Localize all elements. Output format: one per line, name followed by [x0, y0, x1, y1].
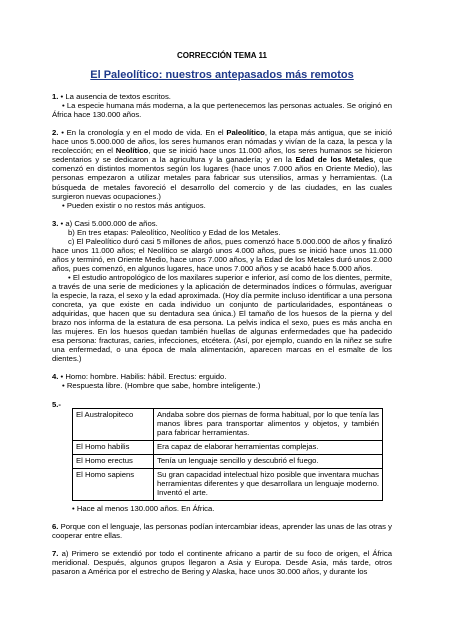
answer-number: 3. [52, 218, 59, 228]
answer-number: 1. [52, 92, 59, 102]
answer-4 [52, 372, 392, 381]
table-row [73, 440, 383, 454]
answer-1-bullet: • La especie humana más moderna, a la que pertenecemos las personas actuales. Se originó en África hace 130.000 años. [52, 101, 392, 120]
document-pretitle: CORRECCIÓN TEMA 11 [177, 51, 267, 60]
answer-number: 4. [52, 372, 59, 382]
table-cell-desc: Era capaz de elaborar herramientas complejas. [154, 440, 383, 454]
answer-1 [52, 92, 392, 101]
document-title: El Paleolítico: nuestros antepasados más remotos [90, 69, 354, 82]
answer-3-b: b) En tres etapas: Paleolítico, Neolítico y Edad de los Metales. [68, 227, 281, 237]
answer-3 [52, 219, 392, 228]
term-paleolitico: Paleolítico [226, 128, 265, 138]
table-cell-desc: Su gran capacidad intelectual hizo posible que inventara muchas herramientas diferentes y que desarrollara un lenguaje moderno. Inventó el arte. [154, 468, 383, 500]
answer-text: • a) Casi 5.000.000 de años. [58, 218, 158, 228]
answer-2-bullet: • Pueden existir o no restos más antiguos. [62, 200, 206, 210]
term-edad-metales: Edad de los Metales [295, 155, 374, 165]
answer-2 [52, 128, 392, 200]
answer-text: • En la cronología y en el modo de vida. En el [58, 128, 227, 138]
answer-text: • La ausencia de textos escritos. [58, 92, 171, 102]
answer-text: • Homo: hombre. Habilis: hábil. Erectus: erguido. [58, 372, 227, 382]
table-row [73, 408, 383, 440]
answer-3-d: • El estudio antropológico de los maxilares superior e inferior, así como de los dientes, permite, a través de una serie de mediciones y la aplicación de determinados índices o fórmulas, averiguar la especie, la raza, el sexo y la edad aproximada. (Hoy día permite incluso identificar a una persona concreta, ya que existe en cada individuo un conjunto de particularidades, espontáneas o adquiridas, que hacen que su dentadura sea única.) El tamaño de los huesos de la pierna y del brazo nos informa de la estatura de esa persona. La pelvis indica el sexo, pues es más ancha en las mujeres. En los huesos quedan también huellas de algunas enfermedades que ha padecido esa persona: fracturas, caries, infecciones, etcétera. (Así, por ejemplo, cuando en la niñez se sufre una enfermedad, o una época de mala alimentación, aparecen marcas en el esmalte de los dientes.) [52, 272, 392, 364]
answer-4-bullet: • Respuesta libre. (Hombre que sabe, hombre inteligente.) [62, 381, 261, 391]
answer-text: , que se inició hace unos 11.000 años, los seres humanos se hicieron sedentarios y se dedicaron a la agricultura y la ganadería; y en la [52, 146, 393, 165]
answer-5-bullet: • Hace al menos 130.000 años. En África. [72, 503, 215, 513]
answer-text: Porque con el lenguaje, las personas podían intercambiar ideas, aprender las unas de las otras y cooperar entre ellas. [52, 521, 392, 540]
answer-text: , la etapa más antigua, que se inició hace unos 5.000.000 de años, los seres humanos eran nómadas y vivían de la caza, la pesca y la recolección; en el [52, 128, 392, 156]
answer-3-c: c) El Paleolítico duró casi 5 millones de años, pues comenzó hace 5.000.000 de años y finalizó hace unos 11.000 años; el Neolítico se alargó unos 4.000 años, pues se inició hace unos 11.000 años y terminó, en Oriente Medio, hace unos 7.000 años, y la Edad de los Metales duró unos 2.000 años, pues comenzó, en algunos lugares, hace unos 7.000 años y se acabó hace 5.000 años. [52, 236, 392, 273]
term-neolitico: Neolítico [115, 146, 149, 156]
answer-number: 2. [52, 128, 59, 138]
answer-text: a) Primero se extendió por todo el continente africano a partir de su foco de origen, el África meridional. Después, algunos grupos llegaron a Asia y Europa. Desde Asia, más tarde, otros pasaron a América por el estrecho de Bering y Alaska, hace unos 30.000 años, y durante los [52, 549, 392, 577]
answer-6 [52, 522, 392, 540]
table-cell-name: El Homo sapiens [73, 468, 154, 500]
table-cell-desc: Andaba sobre dos piernas de forma habitual, por lo que tenía las manos libres para transportar alimentos y objetos, y también para fabricar herramientas. [154, 408, 383, 440]
table-cell-name: El Homo erectus [73, 454, 154, 468]
table-cell-name: El Homo habilis [73, 440, 154, 454]
answer-5: 5.- El Australopiteco Andaba sobre dos piernas de forma habitual, por lo que tenía las manos libres para transportar alimentos y objetos, y también para fabricar herramientas. El Homo habilis Era capaz de elaborar herramientas complejas. El Homo erectus Tenía un lenguaje sencillo y descubrió el fuego. El Homo sapiens Su gran capacidad intelectual hizo posible que inventara muchas herramientas diferentes y que desarrollara un lenguaje moderno. Inventó el arte. • Hace al menos 130.000 años. En África. [52, 400, 392, 513]
table-row [73, 454, 383, 468]
answer-text: , que comenzó en distintos momentos según los lugares (hace unos 7.000 años en Oriente Medio), las personas empezaron a utilizar metales para fabricar sus utensilios, armas y herramientas. (La búsqueda de metales favoreció el desarrollo del comercio y de las ciudades, en las cuales surgieron nuevas ocupaciones.) [52, 155, 392, 201]
table-cell-desc: Tenía un lenguaje sencillo y descubrió el fuego. [154, 454, 383, 468]
answer-number: 6. [52, 521, 59, 531]
answer-number: 7. [52, 549, 59, 559]
table-row [73, 468, 383, 500]
answer-7 [52, 549, 392, 576]
hominid-table [72, 408, 383, 501]
table-cell-name: El Australopiteco [73, 408, 154, 440]
